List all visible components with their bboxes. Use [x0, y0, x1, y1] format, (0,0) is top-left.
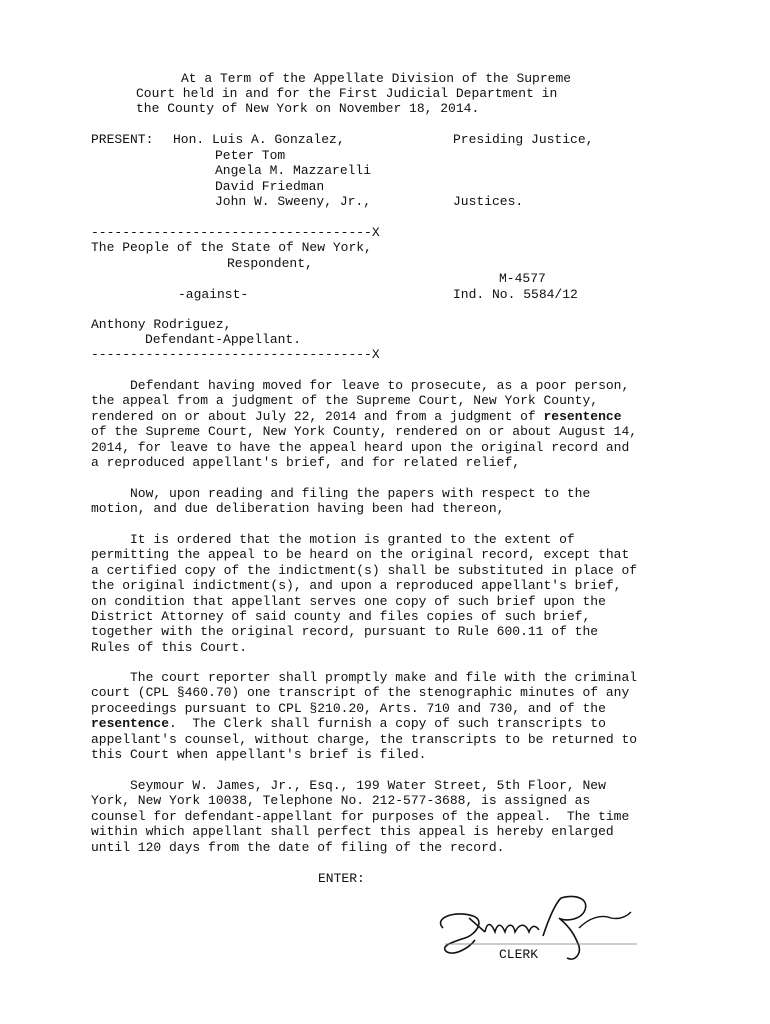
paragraph-line: It is ordered that the motion is granted to the extent of	[91, 532, 575, 547]
paragraph-line: of the Supreme Court, New York County, rendered on or about August 14,	[91, 424, 638, 440]
paragraph-line: permitting the appeal to be heard on the original record, except that	[91, 547, 630, 563]
enter-label: ENTER:	[318, 871, 365, 886]
motion-number: M-4577	[499, 271, 546, 286]
paragraph-reading	[91, 486, 691, 517]
paragraph-line: rendered on or about July 22, 2014 and from a judgment of resentence	[91, 408, 622, 424]
paragraph-line: this Court when appellant's brief is filed.	[91, 747, 427, 763]
justice-name: Angela M. Mazzarelli	[215, 163, 372, 178]
paragraph-transcript	[91, 670, 691, 762]
paragraph-line: together with the original record, pursuant to Rule 600.11 of the	[91, 624, 599, 640]
resentence-term: resentence	[543, 408, 622, 424]
indictment-number: Ind. No. 5584/12	[453, 287, 578, 302]
justices-title: Justices.	[453, 194, 524, 209]
paragraph-line: a reproduced appellant's brief, and for related relief,	[91, 455, 521, 471]
paragraph-line: District Attorney of said county and files copies of such brief,	[91, 609, 591, 625]
paragraph-line: 2014, for leave to have the appeal heard upon the original record and	[91, 439, 630, 455]
caption-rule-bottom: ------------------------------------X	[91, 347, 380, 362]
paragraph-line: Now, upon reading and filing the papers with respect to the	[91, 486, 591, 501]
paragraph-line: Rules of this Court.	[91, 639, 248, 655]
paragraph-line: The court reporter shall promptly make and file with the criminal	[91, 670, 638, 685]
paragraph-order	[91, 532, 691, 655]
defendant-name: Anthony Rodriguez,	[91, 317, 232, 332]
paragraph-line: Defendant having moved for leave to prosecute, as a poor person,	[91, 378, 630, 393]
justice-name: John W. Sweeny, Jr.,	[215, 194, 372, 209]
header-line-2: Court held in and for the First Judicial Department in	[136, 86, 558, 101]
defendant-role: Defendant-Appellant.	[145, 332, 302, 347]
paragraph-line: motion, and due deliberation having been had thereon,	[91, 501, 505, 517]
paragraph-line: Seymour W. James, Jr., Esq., 199 Water Street, 5th Floor, New	[91, 778, 606, 793]
paragraph-line: a certified copy of the indictment(s) shall be substituted in place of	[91, 562, 638, 578]
paragraph-line: resentence. The Clerk shall furnish a copy of such transcripts to	[91, 716, 606, 732]
clerk-label: CLERK	[499, 947, 539, 962]
paragraph-counsel	[91, 778, 691, 855]
plaintiff-name: The People of the State of New York,	[91, 240, 372, 255]
paragraph-line: counsel for defendant-appellant for purposes of the appeal. The time	[91, 808, 630, 824]
header-line-3: the County of New York on November 18, 2014.	[136, 101, 480, 116]
present-label: PRESENT:	[91, 132, 154, 147]
resentence-term: resentence	[91, 716, 170, 732]
plaintiff-role: Respondent,	[227, 256, 313, 271]
justice-name: Hon. Luis A. Gonzalez,	[173, 132, 345, 147]
paragraph-line: appellant's counsel, without charge, the transcripts to be returned to	[91, 731, 638, 747]
paragraph-line: within which appellant shall perfect this appeal is hereby enlarged	[91, 824, 614, 840]
paragraph-motion	[91, 378, 691, 470]
justice-name: Peter Tom	[215, 148, 286, 163]
against-label: -against-	[178, 287, 249, 302]
justice-name: David Friedman	[215, 179, 325, 194]
paragraph-line: York, New York 10038, Telephone No. 212-577-3688, is assigned as	[91, 793, 591, 809]
paragraph-line: the appeal from a judgment of the Supreme Court, New York County,	[91, 393, 599, 409]
paragraph-line: court (CPL §460.70) one transcript of the stenographic minutes of any	[91, 685, 630, 701]
paragraph-line: on condition that appellant serves one copy of such brief upon the	[91, 593, 606, 609]
caption-rule-top: ------------------------------------X	[91, 225, 380, 240]
paragraph-line: the original indictment(s), and upon a reproduced appellant's brief,	[91, 578, 622, 594]
presiding-justice-title: Presiding Justice,	[453, 132, 594, 147]
header-line-1: At a Term of the Appellate Division of the Supreme	[181, 71, 572, 86]
paragraph-line: proceedings pursuant to CPL §210.20, Arts. 710 and 730, and of the	[91, 700, 606, 716]
paragraph-line: until 120 days from the date of filing of the record.	[91, 839, 505, 855]
